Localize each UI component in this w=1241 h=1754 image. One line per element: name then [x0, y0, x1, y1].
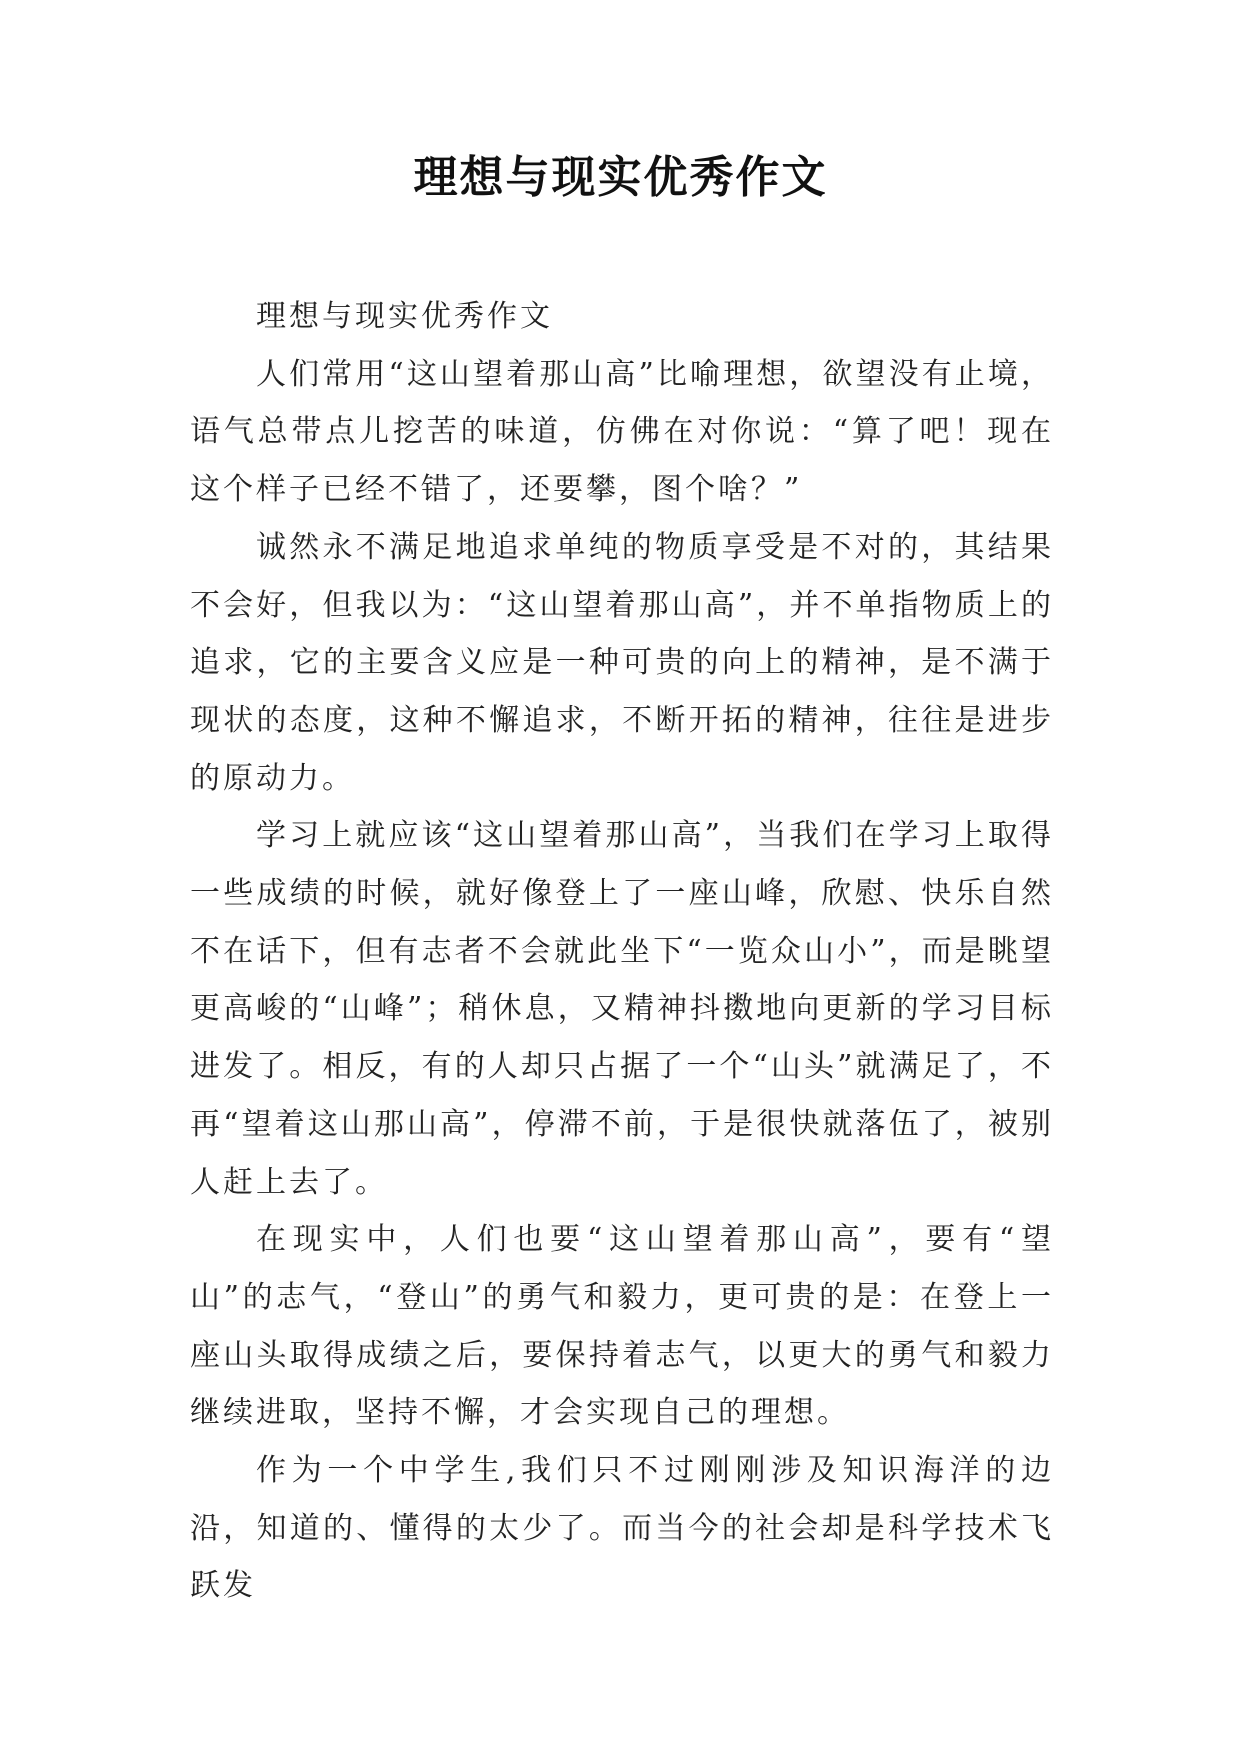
paragraph-1: 人们常用“这山望着那山高”比喻理想，欲望没有止境，语气总带点儿挖苦的味道，仿佛在对你说：“算了吧！现在这个样子已经不错了，还要攀，图个啥？” — [190, 356, 1054, 508]
document-title: 理想与现实优秀作文 — [413, 152, 828, 203]
paragraph-3: 学习上就应该“这山望着那山高”，当我们在学习上取得一些成绩的时候，就好像登上了一座山峰，欣慰、快乐自然不在话下，但有志者不会就此坐下“一览众山小”，而是眺望更高峻的“山峰”；稍休息，又精神抖擞地向更新的学习目标进发了。相反，有的人却只占据了一个“山头”就满足了，不再“望着这山那山高”，停滞不前，于是很快就落伍了，被别人赶上去了。 — [190, 818, 1054, 1200]
document-body — [190, 288, 1054, 1615]
paragraph-2: 诚然永不满足地追求单纯的物质享受是不对的，其结果不会好，但我以为：“这山望着那山高”，并不单指物质上的追求，它的主要含义应是一种可贵的向上的精神，是不满于现状的态度，这种不懈追求，不断开拓的精神，往往是进步的原动力。 — [190, 529, 1054, 796]
paragraph-4: 在现实中，人们也要“这山望着那山高”，要有“望山”的志气，“登山”的勇气和毅力，更可贵的是：在登上一座山头取得成绩之后，要保持着志气，以更大的勇气和毅力继续进取，坚持不懈，才会实现自己的理想。 — [190, 1222, 1054, 1431]
paragraph-subtitle: 理想与现实优秀作文 — [256, 299, 553, 334]
paragraph-5: 作为一个中学生,我们只不过刚刚涉及知识海洋的边沿，知道的、懂得的太少了。而当今的社会却是科学技术飞跃发 — [190, 1453, 1054, 1604]
